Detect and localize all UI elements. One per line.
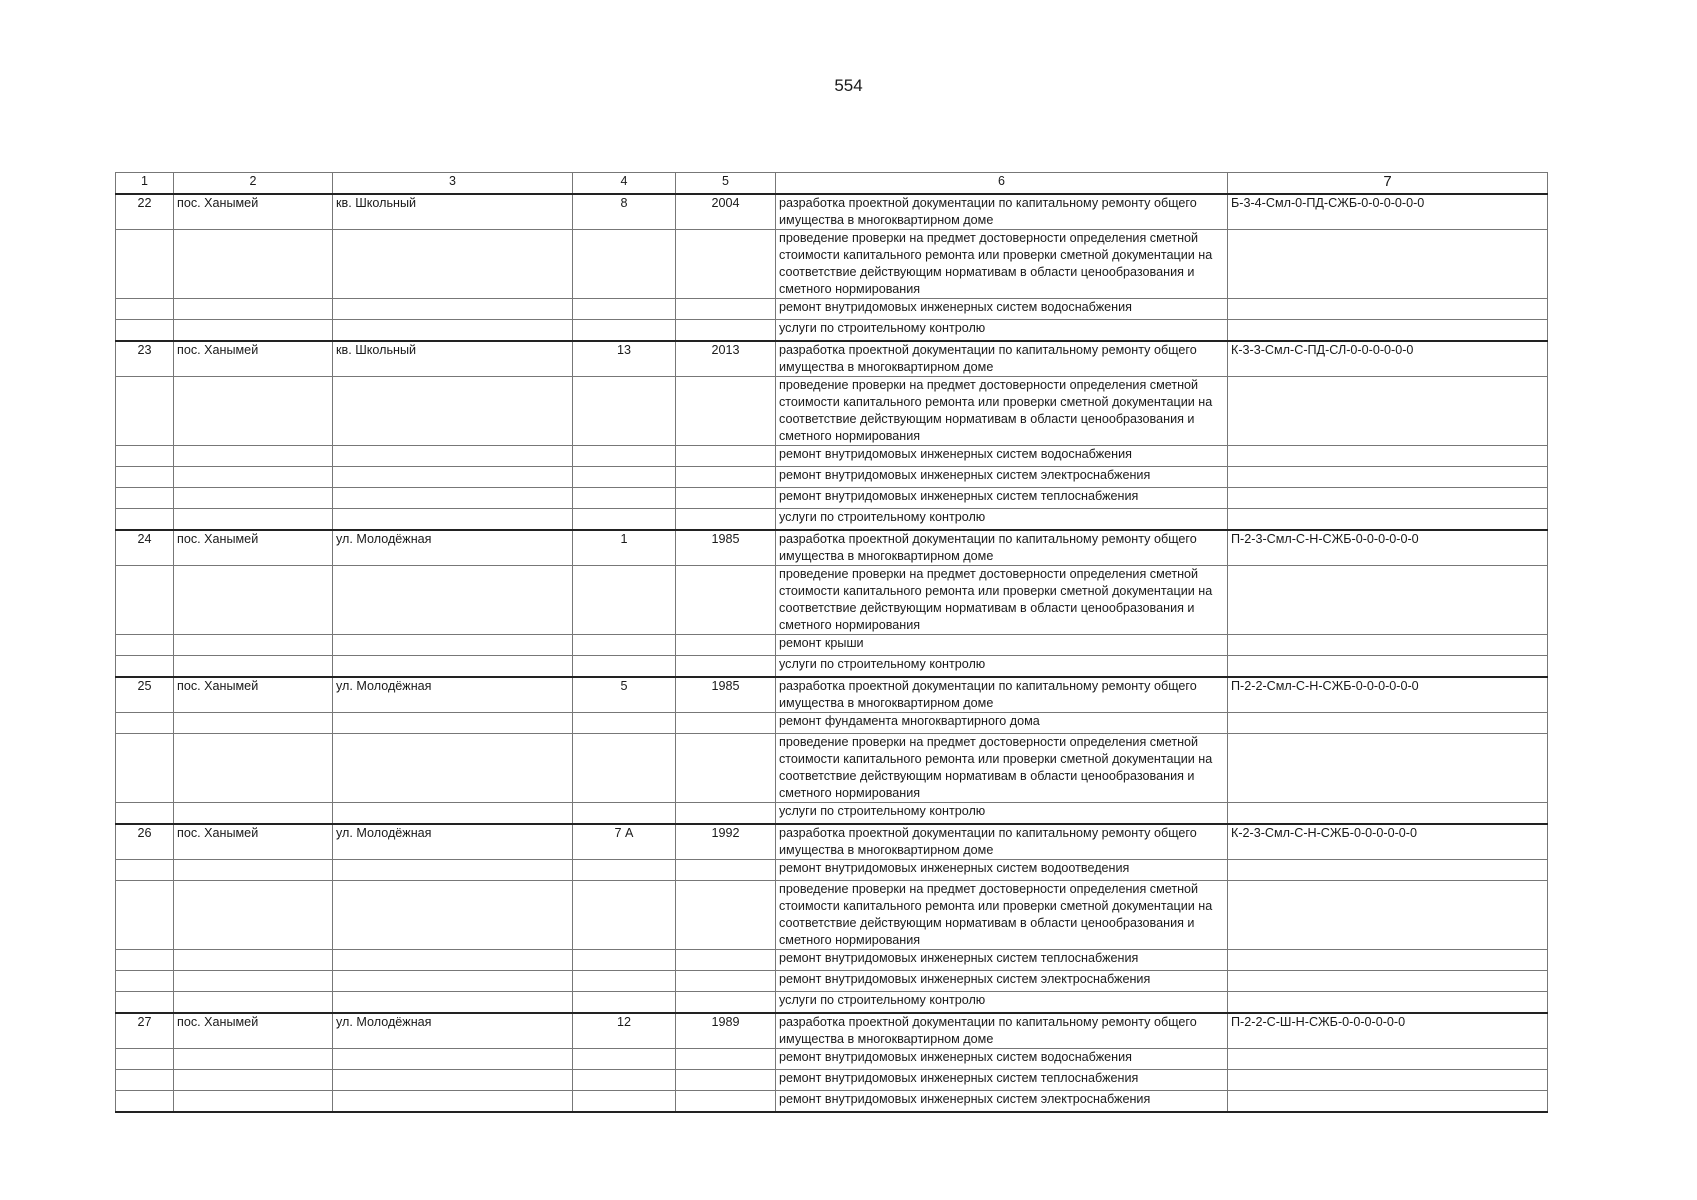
object-row [116, 1013, 1548, 1049]
empty-cell [573, 488, 676, 509]
empty-cell [1228, 446, 1548, 467]
empty-cell [174, 377, 333, 446]
column-header: 3 [333, 173, 573, 195]
work-row [116, 320, 1548, 342]
building-code-cell: П-2-3-Смл-С-Н-СЖБ-0-0-0-0-0-0 [1228, 530, 1548, 566]
empty-cell [333, 1091, 573, 1113]
work-type-cell: услуги по строительному контролю [776, 992, 1228, 1014]
house-number-cell: 5 [573, 677, 676, 713]
empty-cell [676, 971, 776, 992]
empty-cell [174, 713, 333, 734]
empty-cell [116, 1091, 174, 1113]
settlement-cell: пос. Ханымей [174, 341, 333, 377]
empty-cell [116, 992, 174, 1014]
empty-cell [116, 377, 174, 446]
empty-cell [676, 230, 776, 299]
empty-cell [174, 971, 333, 992]
empty-cell [676, 713, 776, 734]
work-type-cell: разработка проектной документации по капитальному ремонту общего имущества в многоквартирном доме [776, 677, 1228, 713]
building-code-cell: Б-3-4-Смл-0-ПД-СЖБ-0-0-0-0-0-0 [1228, 194, 1548, 230]
empty-cell [116, 320, 174, 342]
empty-cell [174, 635, 333, 656]
object-number: 22 [116, 194, 174, 230]
work-type-cell: ремонт внутридомовых инженерных систем водоснабжения [776, 446, 1228, 467]
building-code-cell: К-2-3-Смл-С-Н-СЖБ-0-0-0-0-0-0 [1228, 824, 1548, 860]
empty-cell [573, 509, 676, 531]
empty-cell [333, 734, 573, 803]
empty-cell [676, 509, 776, 531]
settlement-cell: пос. Ханымей [174, 677, 333, 713]
work-row [116, 377, 1548, 446]
empty-cell [1228, 635, 1548, 656]
empty-cell [116, 299, 174, 320]
empty-cell [1228, 992, 1548, 1014]
empty-cell [676, 992, 776, 1014]
empty-cell [573, 860, 676, 881]
object-row [116, 677, 1548, 713]
work-type-cell: проведение проверки на предмет достоверности определения сметной стоимости капитального ремонта или проверки сметной документации на соответствие действующим нормативам в области ценообразования и сметного нормирования [776, 377, 1228, 446]
work-type-cell: ремонт внутридомовых инженерных систем электроснабжения [776, 467, 1228, 488]
page-number: 554 [834, 76, 863, 95]
empty-cell [333, 656, 573, 678]
empty-cell [573, 566, 676, 635]
empty-cell [333, 881, 573, 950]
commission-year-cell: 1989 [676, 1013, 776, 1049]
empty-cell [333, 635, 573, 656]
empty-cell [116, 467, 174, 488]
empty-cell [174, 656, 333, 678]
empty-cell [573, 635, 676, 656]
empty-cell [676, 635, 776, 656]
empty-cell [116, 1049, 174, 1070]
empty-cell [333, 713, 573, 734]
empty-cell [174, 299, 333, 320]
empty-cell [333, 320, 573, 342]
empty-cell [333, 566, 573, 635]
empty-cell [116, 950, 174, 971]
empty-cell [676, 1070, 776, 1091]
work-row [116, 881, 1548, 950]
settlement-cell: пос. Ханымей [174, 530, 333, 566]
work-row [116, 230, 1548, 299]
empty-cell [1228, 713, 1548, 734]
work-type-cell: ремонт внутридомовых инженерных систем теплоснабжения [776, 950, 1228, 971]
work-row [116, 734, 1548, 803]
work-type-cell: услуги по строительному контролю [776, 656, 1228, 678]
work-row [116, 1091, 1548, 1113]
work-row [116, 446, 1548, 467]
empty-cell [333, 299, 573, 320]
empty-cell [116, 734, 174, 803]
commission-year-cell: 1985 [676, 530, 776, 566]
empty-cell [174, 860, 333, 881]
work-type-cell: проведение проверки на предмет достоверности определения сметной стоимости капитального ремонта или проверки сметной документации на соответствие действующим нормативам в области ценообразования и сметного нормирования [776, 734, 1228, 803]
empty-cell [116, 860, 174, 881]
empty-cell [676, 566, 776, 635]
empty-cell [573, 803, 676, 825]
empty-cell [333, 1070, 573, 1091]
object-number: 24 [116, 530, 174, 566]
object-number: 23 [116, 341, 174, 377]
empty-cell [333, 950, 573, 971]
work-row [116, 566, 1548, 635]
work-type-cell: ремонт внутридомовых инженерных систем водоотведения [776, 860, 1228, 881]
work-type-cell: ремонт внутридомовых инженерных систем водоснабжения [776, 299, 1228, 320]
street-cell: ул. Молодёжная [333, 677, 573, 713]
work-type-cell: разработка проектной документации по капитальному ремонту общего имущества в многоквартирном доме [776, 530, 1228, 566]
object-number: 26 [116, 824, 174, 860]
building-code-cell: К-3-3-Смл-С-ПД-СЛ-0-0-0-0-0-0 [1228, 341, 1548, 377]
empty-cell [573, 881, 676, 950]
empty-cell [1228, 803, 1548, 825]
empty-cell [1228, 566, 1548, 635]
work-row [116, 488, 1548, 509]
empty-cell [1228, 971, 1548, 992]
work-type-cell: проведение проверки на предмет достоверности определения сметной стоимости капитального ремонта или проверки сметной документации на соответствие действующим нормативам в области ценообразования и сметного нормирования [776, 881, 1228, 950]
empty-cell [174, 320, 333, 342]
work-type-cell: услуги по строительному контролю [776, 509, 1228, 531]
empty-cell [676, 1091, 776, 1113]
empty-cell [174, 803, 333, 825]
empty-cell [573, 734, 676, 803]
empty-cell [1228, 881, 1548, 950]
empty-cell [116, 713, 174, 734]
work-type-cell: разработка проектной документации по капитальному ремонту общего имущества в многоквартирном доме [776, 341, 1228, 377]
work-type-cell: ремонт внутридомовых инженерных систем электроснабжения [776, 971, 1228, 992]
work-row [116, 950, 1548, 971]
empty-cell [333, 992, 573, 1014]
empty-cell [1228, 1049, 1548, 1070]
empty-cell [333, 377, 573, 446]
work-row [116, 467, 1548, 488]
commission-year-cell: 1992 [676, 824, 776, 860]
work-type-cell: ремонт внутридомовых инженерных систем водоснабжения [776, 1049, 1228, 1070]
work-type-cell: проведение проверки на предмет достоверности определения сметной стоимости капитального ремонта или проверки сметной документации на соответствие действующим нормативам в области ценообразования и сметного нормирования [776, 566, 1228, 635]
work-row [116, 509, 1548, 531]
empty-cell [573, 713, 676, 734]
street-cell: кв. Школьный [333, 341, 573, 377]
empty-cell [676, 446, 776, 467]
house-number-cell: 1 [573, 530, 676, 566]
street-cell: ул. Молодёжная [333, 1013, 573, 1049]
house-number-cell: 12 [573, 1013, 676, 1049]
settlement-cell: пос. Ханымей [174, 194, 333, 230]
empty-cell [1228, 734, 1548, 803]
empty-cell [676, 860, 776, 881]
empty-cell [573, 971, 676, 992]
empty-cell [573, 299, 676, 320]
work-type-cell: ремонт фундамента многоквартирного дома [776, 713, 1228, 734]
empty-cell [333, 230, 573, 299]
empty-cell [573, 1070, 676, 1091]
commission-year-cell: 2004 [676, 194, 776, 230]
empty-cell [116, 230, 174, 299]
column-header: 4 [573, 173, 676, 195]
empty-cell [174, 509, 333, 531]
empty-cell [174, 734, 333, 803]
object-row [116, 824, 1548, 860]
empty-cell [333, 446, 573, 467]
building-code-cell: П-2-2-Смл-С-Н-СЖБ-0-0-0-0-0-0 [1228, 677, 1548, 713]
empty-cell [573, 950, 676, 971]
empty-cell [1228, 320, 1548, 342]
work-type-cell: ремонт внутридомовых инженерных систем теплоснабжения [776, 488, 1228, 509]
work-type-cell: ремонт внутридомовых инженерных систем теплоснабжения [776, 1070, 1228, 1091]
street-cell: ул. Молодёжная [333, 530, 573, 566]
capital-repair-table [115, 172, 1548, 1113]
settlement-cell: пос. Ханымей [174, 824, 333, 860]
column-header: 5 [676, 173, 776, 195]
empty-cell [174, 1049, 333, 1070]
empty-cell [676, 1049, 776, 1070]
empty-cell [116, 656, 174, 678]
empty-cell [1228, 860, 1548, 881]
empty-cell [676, 950, 776, 971]
house-number-cell: 8 [573, 194, 676, 230]
empty-cell [116, 635, 174, 656]
empty-cell [333, 971, 573, 992]
empty-cell [1228, 509, 1548, 531]
empty-cell [676, 881, 776, 950]
empty-cell [1228, 230, 1548, 299]
empty-cell [676, 320, 776, 342]
empty-cell [573, 377, 676, 446]
empty-cell [573, 467, 676, 488]
work-row [116, 992, 1548, 1014]
empty-cell [676, 656, 776, 678]
empty-cell [116, 1070, 174, 1091]
empty-cell [116, 446, 174, 467]
empty-cell [676, 299, 776, 320]
work-type-cell: проведение проверки на предмет достоверности определения сметной стоимости капитального ремонта или проверки сметной документации на соответствие действующим нормативам в области ценообразования и сметного нормирования [776, 230, 1228, 299]
work-type-cell: разработка проектной документации по капитальному ремонту общего имущества в многоквартирном доме [776, 194, 1228, 230]
column-header: 6 [776, 173, 1228, 195]
settlement-cell: пос. Ханымей [174, 1013, 333, 1049]
empty-cell [676, 803, 776, 825]
commission-year-cell: 2013 [676, 341, 776, 377]
empty-cell [174, 881, 333, 950]
empty-cell [676, 377, 776, 446]
empty-cell [333, 467, 573, 488]
empty-cell [1228, 467, 1548, 488]
work-row [116, 713, 1548, 734]
empty-cell [676, 467, 776, 488]
empty-cell [174, 446, 333, 467]
house-number-cell: 7 А [573, 824, 676, 860]
empty-cell [333, 1049, 573, 1070]
empty-cell [116, 881, 174, 950]
empty-cell [1228, 656, 1548, 678]
street-cell: кв. Школьный [333, 194, 573, 230]
empty-cell [1228, 377, 1548, 446]
work-row [116, 803, 1548, 825]
object-row [116, 194, 1548, 230]
work-type-cell: услуги по строительному контролю [776, 320, 1228, 342]
empty-cell [174, 467, 333, 488]
empty-cell [174, 488, 333, 509]
empty-cell [573, 656, 676, 678]
column-header: 7 [1228, 173, 1548, 195]
empty-cell [333, 803, 573, 825]
object-row [116, 530, 1548, 566]
work-row [116, 860, 1548, 881]
empty-cell [116, 566, 174, 635]
work-row [116, 635, 1548, 656]
empty-cell [116, 509, 174, 531]
object-row [116, 341, 1548, 377]
empty-cell [573, 446, 676, 467]
empty-cell [1228, 1070, 1548, 1091]
table-header-row [116, 173, 1548, 195]
column-header: 2 [174, 173, 333, 195]
empty-cell [573, 320, 676, 342]
column-header: 1 [116, 173, 174, 195]
empty-cell [116, 488, 174, 509]
work-type-cell: разработка проектной документации по капитальному ремонту общего имущества в многоквартирном доме [776, 1013, 1228, 1049]
work-type-cell: разработка проектной документации по капитальному ремонту общего имущества в многоквартирном доме [776, 824, 1228, 860]
empty-cell [573, 1091, 676, 1113]
work-row [116, 1049, 1548, 1070]
empty-cell [573, 1049, 676, 1070]
empty-cell [676, 488, 776, 509]
object-number: 25 [116, 677, 174, 713]
empty-cell [174, 566, 333, 635]
empty-cell [1228, 299, 1548, 320]
empty-cell [573, 992, 676, 1014]
empty-cell [174, 230, 333, 299]
empty-cell [174, 950, 333, 971]
empty-cell [333, 860, 573, 881]
empty-cell [1228, 950, 1548, 971]
empty-cell [116, 971, 174, 992]
work-row [116, 971, 1548, 992]
empty-cell [333, 488, 573, 509]
work-type-cell: ремонт внутридомовых инженерных систем электроснабжения [776, 1091, 1228, 1113]
empty-cell [333, 509, 573, 531]
work-type-cell: ремонт крыши [776, 635, 1228, 656]
work-row [116, 1070, 1548, 1091]
empty-cell [174, 992, 333, 1014]
empty-cell [1228, 488, 1548, 509]
object-number: 27 [116, 1013, 174, 1049]
house-number-cell: 13 [573, 341, 676, 377]
commission-year-cell: 1985 [676, 677, 776, 713]
street-cell: ул. Молодёжная [333, 824, 573, 860]
empty-cell [174, 1070, 333, 1091]
empty-cell [573, 230, 676, 299]
empty-cell [174, 1091, 333, 1113]
building-code-cell: П-2-2-С-Ш-Н-СЖБ-0-0-0-0-0-0 [1228, 1013, 1548, 1049]
empty-cell [1228, 1091, 1548, 1113]
empty-cell [676, 734, 776, 803]
work-type-cell: услуги по строительному контролю [776, 803, 1228, 825]
table-body [116, 173, 1548, 1113]
work-row [116, 656, 1548, 678]
empty-cell [116, 803, 174, 825]
work-row [116, 299, 1548, 320]
